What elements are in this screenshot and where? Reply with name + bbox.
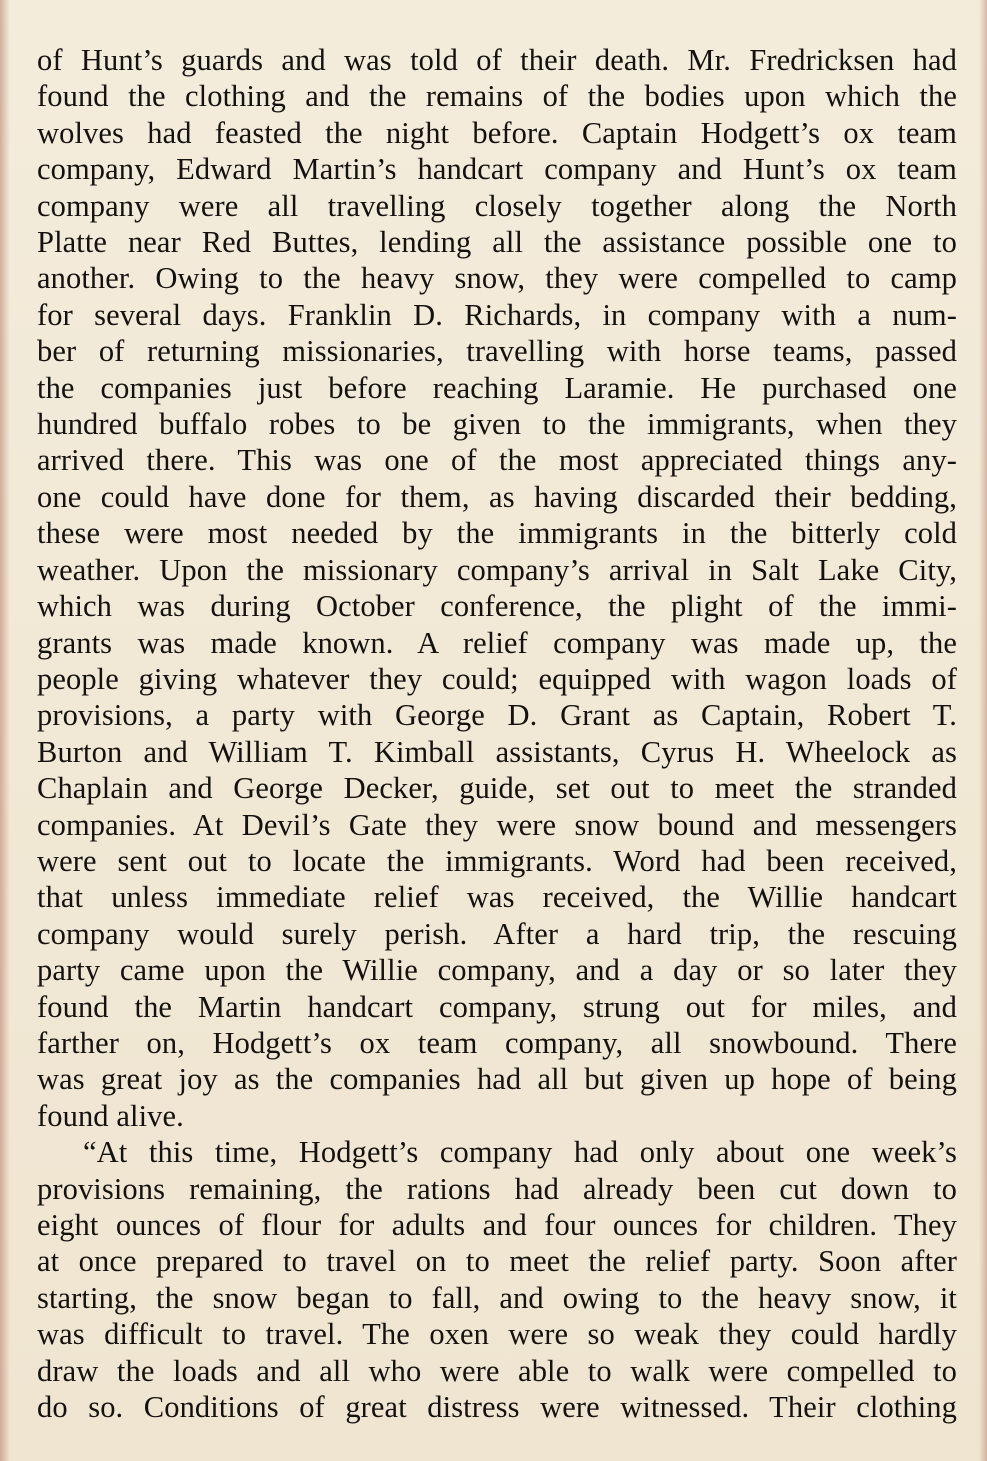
text-line: hundred buffalo robes to be given to the immigrants, when they bbox=[37, 407, 957, 442]
text-line: eight ounces of flour for adults and four ounces for children. They bbox=[37, 1208, 957, 1242]
text-line: another. Owing to the heavy snow, they were compelled to camp bbox=[37, 261, 957, 296]
text-line: provisions remaining, the rations had already been cut down to bbox=[37, 1171, 957, 1206]
text-line: one could have done for them, as having discarded their bedding, bbox=[37, 479, 957, 514]
text-line: grants was made known. A relief company was made up, the bbox=[37, 625, 957, 660]
text-line: wolves had feasted the night before. Captain Hodgett’s ox team bbox=[37, 115, 957, 150]
text-line: found the Martin handcart company, strung out for miles, and bbox=[37, 989, 957, 1024]
text-line: draw the loads and all who were able to walk were compelled to bbox=[37, 1353, 957, 1388]
text-line: “At this time, Hodgett’s company had only about one week’s bbox=[83, 1135, 957, 1170]
text-line: companies. At Devil’s Gate they were snow bound and messengers bbox=[37, 807, 957, 842]
text-line: arrived there. This was one of the most appreciated things any- bbox=[37, 443, 957, 478]
paragraph-1 bbox=[37, 42, 957, 1134]
text-line: was difficult to travel. The oxen were so weak they could hardly bbox=[37, 1317, 957, 1352]
text-line: Chaplain and George Decker, guide, set out to meet the stranded bbox=[37, 771, 957, 806]
text-line: do so. Conditions of great distress were witnessed. Their clothing bbox=[37, 1390, 957, 1425]
text-line: farther on, Hodgett’s ox team company, all snowbound. There bbox=[37, 1025, 957, 1060]
text-line: party came upon the Willie company, and a day or so later they bbox=[37, 953, 957, 988]
text-line: people giving whatever they could; equipped with wagon loads of bbox=[37, 661, 957, 696]
text-line: ber of returning missionaries, travelling with horse teams, passed bbox=[37, 334, 957, 369]
text-line: found alive. bbox=[37, 1098, 184, 1133]
text-line: provisions, a party with George D. Grant as Captain, Robert T. bbox=[37, 698, 957, 733]
text-line: found the clothing and the remains of the bodies upon which the bbox=[37, 79, 957, 114]
text-line: company, Edward Martin’s handcart company and Hunt’s ox team bbox=[37, 152, 957, 187]
paragraph-2 bbox=[37, 1134, 957, 1425]
text-line: these were most needed by the immigrants in the bitterly cold bbox=[37, 516, 957, 551]
text-line: of Hunt’s guards and was told of their death. Mr. Fredricksen had bbox=[37, 43, 957, 77]
text-line: were sent out to locate the immigrants. Word had been received, bbox=[37, 843, 957, 878]
text-line: weather. Upon the missionary company’s arrival in Salt Lake City, bbox=[37, 552, 957, 587]
text-line: which was during October conference, the plight of the immi- bbox=[37, 589, 957, 624]
text-line: starting, the snow began to fall, and owing to the heavy snow, it bbox=[37, 1280, 957, 1315]
text-line: that unless immediate relief was received, the Willie handcart bbox=[37, 880, 957, 915]
text-line: for several days. Franklin D. Richards, in company with a num- bbox=[37, 297, 957, 332]
text-line: company were all travelling closely together along the North bbox=[37, 188, 957, 223]
text-line: Platte near Red Buttes, lending all the assistance possible one to bbox=[37, 225, 957, 260]
text-line: at once prepared to travel on to meet the relief party. Soon after bbox=[37, 1244, 957, 1279]
text-line: company would surely perish. After a hard trip, the rescuing bbox=[37, 916, 957, 951]
text-line: was great joy as the companies had all but given up hope of being bbox=[37, 1062, 957, 1097]
text-line: Burton and William T. Kimball assistants, Cyrus H. Wheelock as bbox=[37, 734, 957, 769]
text-line: the companies just before reaching Laramie. He purchased one bbox=[37, 370, 957, 405]
